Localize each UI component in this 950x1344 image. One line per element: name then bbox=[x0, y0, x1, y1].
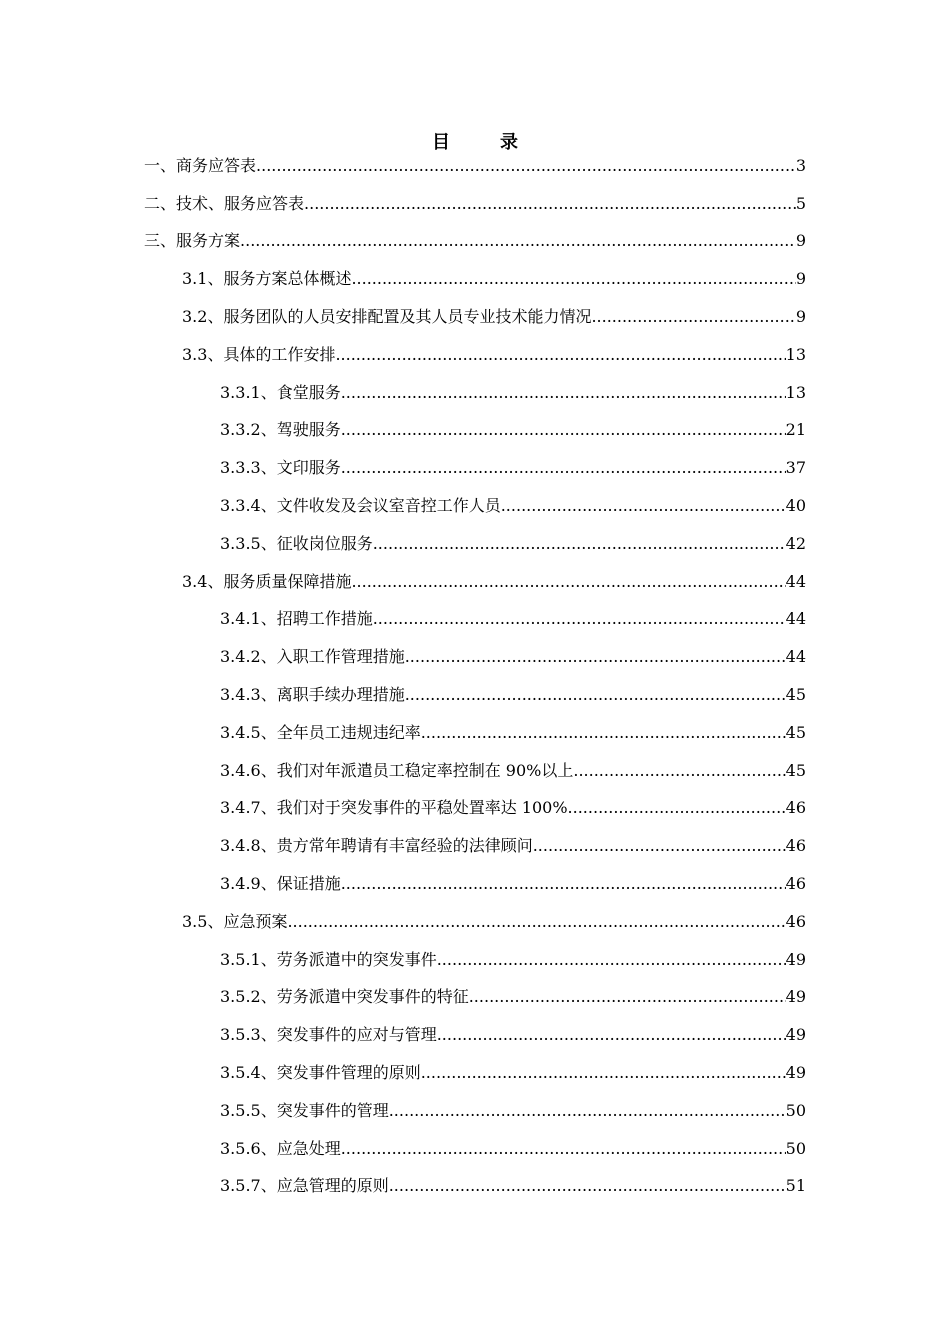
toc-entry-text: 3.5.7、应急管理的原则 bbox=[220, 1176, 389, 1196]
toc-title: 目 录 bbox=[432, 132, 534, 153]
toc-entry[interactable] bbox=[182, 903, 806, 941]
toc-entry-page-number: 44 bbox=[785, 647, 806, 667]
toc-entry-page-number: 50 bbox=[785, 1100, 806, 1120]
toc-entry-page-number: 49 bbox=[785, 987, 806, 1007]
toc-entry-page-number: 9 bbox=[795, 307, 806, 327]
toc-entry-page-number: 45 bbox=[785, 685, 806, 705]
toc-dot-leader bbox=[341, 420, 786, 440]
toc-entry[interactable] bbox=[220, 827, 806, 865]
toc-entry-text: 3.3.3、文印服务 bbox=[220, 458, 341, 478]
toc-entry-text: 3.4、服务质量保障措施 bbox=[182, 571, 352, 591]
toc-entry[interactable] bbox=[220, 714, 806, 752]
toc-entry-text: 3.4.3、离职手续办理措施 bbox=[220, 685, 405, 705]
toc-dot-leader bbox=[341, 383, 786, 403]
toc-dot-leader bbox=[389, 1176, 786, 1196]
toc-entry-text: 3.2、服务团队的人员安排配置及其人员专业技术能力情况 bbox=[182, 307, 592, 327]
toc-entry-page-number: 49 bbox=[785, 1063, 806, 1083]
toc-entry[interactable] bbox=[220, 601, 806, 639]
toc-entry-page-number: 9 bbox=[795, 231, 806, 251]
toc-entry-text: 3.5.6、应急处理 bbox=[220, 1138, 341, 1158]
toc-dot-leader bbox=[351, 572, 785, 592]
toc-entry-page-number: 50 bbox=[785, 1138, 806, 1158]
toc-entry[interactable] bbox=[182, 563, 806, 601]
toc-entry-page-number: 44 bbox=[785, 609, 806, 629]
toc-entry[interactable] bbox=[220, 525, 806, 563]
toc-entry[interactable] bbox=[220, 1168, 806, 1206]
toc-entry-text: 3.4.1、招聘工作措施 bbox=[220, 609, 373, 629]
toc-entry[interactable] bbox=[144, 223, 806, 261]
toc-entry[interactable] bbox=[220, 412, 806, 450]
toc-list bbox=[0, 147, 950, 1205]
toc-entry[interactable] bbox=[220, 790, 806, 828]
toc-entry-text: 3.4.2、入职工作管理措施 bbox=[220, 647, 405, 667]
toc-entry-page-number: 45 bbox=[785, 760, 806, 780]
toc-dot-leader bbox=[568, 798, 786, 818]
toc-entry-text: 3.1、服务方案总体概述 bbox=[182, 269, 352, 289]
toc-entry-page-number: 3 bbox=[795, 155, 806, 175]
toc-entry[interactable] bbox=[182, 336, 806, 374]
toc-entry[interactable] bbox=[220, 374, 806, 412]
toc-entry[interactable] bbox=[220, 941, 806, 979]
toc-entry[interactable] bbox=[182, 260, 806, 298]
toc-dot-leader bbox=[335, 345, 785, 365]
toc-dot-leader bbox=[256, 156, 796, 176]
toc-entry[interactable] bbox=[220, 487, 806, 525]
toc-entry[interactable] bbox=[220, 752, 806, 790]
toc-dot-leader bbox=[341, 458, 786, 478]
toc-entry-page-number: 40 bbox=[785, 496, 806, 516]
toc-dot-leader bbox=[405, 647, 786, 667]
toc-dot-leader bbox=[287, 912, 785, 932]
toc-entry-page-number: 51 bbox=[785, 1176, 806, 1196]
toc-entry-text: 3.3、具体的工作安排 bbox=[182, 344, 336, 364]
toc-dot-leader bbox=[421, 1063, 786, 1083]
toc-dot-leader bbox=[389, 1101, 786, 1121]
toc-dot-leader bbox=[591, 307, 795, 327]
toc-entry-text: 3.3.4、文件收发及会议室音控工作人员 bbox=[220, 496, 501, 516]
toc-entry-text: 3.3.1、食堂服务 bbox=[220, 382, 341, 402]
toc-entry-text: 3.3.2、驾驶服务 bbox=[220, 420, 341, 440]
toc-dot-leader bbox=[351, 269, 795, 289]
toc-entry[interactable] bbox=[220, 1054, 806, 1092]
toc-entry[interactable] bbox=[220, 638, 806, 676]
toc-entry-page-number: 44 bbox=[785, 571, 806, 591]
toc-entry-text: 二、技术、服务应答表 bbox=[144, 193, 305, 213]
toc-entry[interactable] bbox=[144, 147, 806, 185]
toc-entry-page-number: 45 bbox=[785, 722, 806, 742]
toc-entry-text: 3.4.6、我们对年派遣员工稳定率控制在 90%以上 bbox=[220, 760, 574, 780]
toc-entry-text: 3.4.9、保证措施 bbox=[220, 874, 341, 894]
toc-entry-text: 3.4.5、全年员工违规违纪率 bbox=[220, 722, 421, 742]
toc-entry-text: 3.4.7、我们对于突发事件的平稳处置率达 100% bbox=[220, 798, 568, 818]
toc-entry-page-number: 49 bbox=[785, 1025, 806, 1045]
toc-dot-leader bbox=[304, 194, 796, 214]
toc-entry-page-number: 9 bbox=[795, 269, 806, 289]
toc-entry[interactable] bbox=[220, 1016, 806, 1054]
toc-entry[interactable] bbox=[144, 185, 806, 223]
toc-dot-leader bbox=[437, 1025, 786, 1045]
toc-entry-text: 3.5.3、突发事件的应对与管理 bbox=[220, 1025, 437, 1045]
toc-entry-text: 3.5.1、劳务派遣中的突发事件 bbox=[220, 949, 437, 969]
toc-entry[interactable] bbox=[220, 1092, 806, 1130]
toc-entry-page-number: 42 bbox=[785, 533, 806, 553]
toc-entry[interactable] bbox=[182, 298, 806, 336]
toc-dot-leader bbox=[373, 609, 786, 629]
toc-entry-page-number: 13 bbox=[785, 382, 806, 402]
toc-dot-leader bbox=[533, 836, 786, 856]
toc-entry-text: 3.5.4、突发事件管理的原则 bbox=[220, 1063, 421, 1083]
toc-entry[interactable] bbox=[220, 979, 806, 1017]
toc-entry-text: 3.4.8、贵方常年聘请有丰富经验的法律顾问 bbox=[220, 836, 533, 856]
toc-entry[interactable] bbox=[220, 1130, 806, 1168]
toc-entry-page-number: 13 bbox=[785, 344, 806, 364]
toc-entry-page-number: 5 bbox=[795, 193, 806, 213]
toc-entry-page-number: 49 bbox=[785, 949, 806, 969]
toc-entry-page-number: 37 bbox=[785, 458, 806, 478]
toc-entry[interactable] bbox=[220, 865, 806, 903]
toc-entry-page-number: 46 bbox=[785, 874, 806, 894]
toc-dot-leader bbox=[437, 950, 786, 970]
toc-entry[interactable] bbox=[220, 676, 806, 714]
toc-entry-page-number: 46 bbox=[785, 798, 806, 818]
toc-dot-leader bbox=[469, 987, 786, 1007]
toc-entry-page-number: 21 bbox=[785, 420, 806, 440]
toc-entry-text: 三、服务方案 bbox=[144, 231, 241, 251]
toc-entry-text: 3.5.2、劳务派遣中突发事件的特征 bbox=[220, 987, 469, 1007]
toc-entry-page-number: 46 bbox=[785, 911, 806, 931]
toc-entry[interactable] bbox=[220, 449, 806, 487]
toc-entry-text: 3.5、应急预案 bbox=[182, 911, 288, 931]
toc-dot-leader bbox=[405, 685, 786, 705]
toc-dot-leader bbox=[341, 874, 786, 894]
toc-entry-text: 一、商务应答表 bbox=[144, 155, 257, 175]
toc-dot-leader bbox=[573, 761, 785, 781]
toc-entry-page-number: 46 bbox=[785, 836, 806, 856]
toc-entry-text: 3.5.5、突发事件的管理 bbox=[220, 1100, 389, 1120]
toc-entry-text: 3.3.5、征收岗位服务 bbox=[220, 533, 373, 553]
toc-dot-leader bbox=[341, 1139, 786, 1159]
toc-dot-leader bbox=[421, 723, 786, 743]
toc-dot-leader bbox=[501, 496, 786, 516]
toc-dot-leader bbox=[373, 534, 786, 554]
toc-dot-leader bbox=[240, 231, 796, 251]
